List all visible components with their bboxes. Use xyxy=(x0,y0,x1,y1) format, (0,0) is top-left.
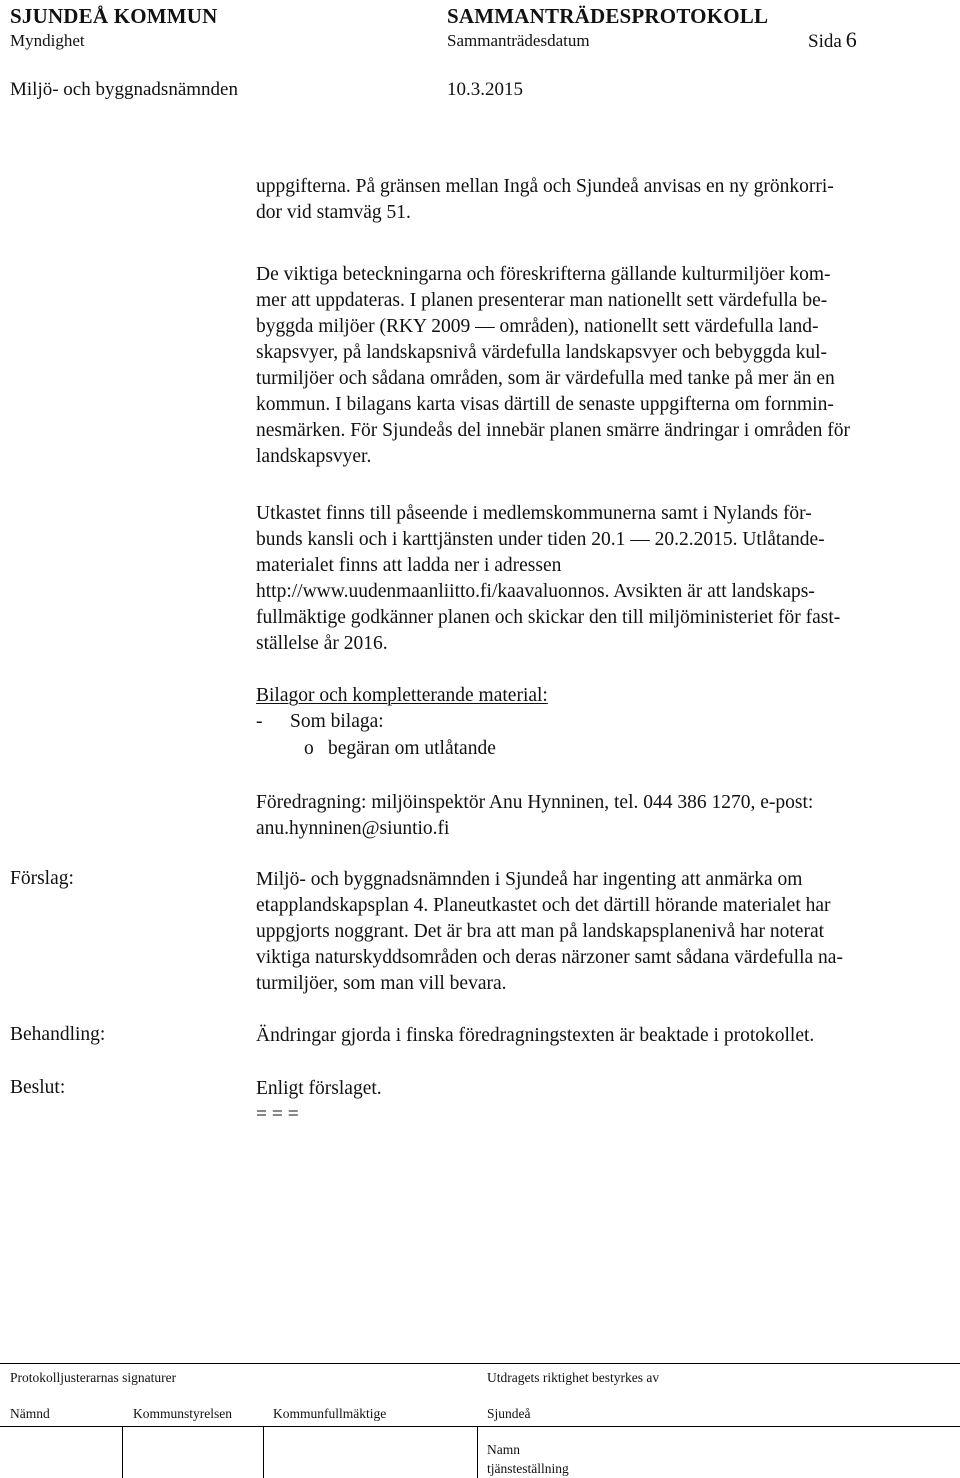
text-line: Miljö- och byggnadsnämnden i Sjundeå har ingenting att anmärka om xyxy=(256,869,803,890)
text-line: turmiljöer, som man vill bevara. xyxy=(256,973,507,994)
text-line: bunds kansli och i karttjänsten under tiden 20.1 — 20.2.2015. Utlåtande- xyxy=(256,529,825,550)
footer-mid-rule xyxy=(0,1426,960,1427)
footer-col-board: Nämnd xyxy=(10,1406,50,1421)
footer-divider xyxy=(263,1426,264,1478)
municipality-name: SJUNDEÅ KOMMUN xyxy=(10,4,218,28)
text-line: landskapsvyer. xyxy=(256,446,372,467)
text-line: uppgjorts noggrant. Det är bra att man på landskapsplanenivå har noterat xyxy=(256,921,825,942)
board-name: Miljö- och byggnadsnämnden xyxy=(10,79,238,100)
text-line: materialet finns att ladda ner i adressen xyxy=(256,555,562,576)
text-line: mer att uppdateras. I planen presenterar man nationellt sett värdefulla be- xyxy=(256,290,828,311)
attachment-item: Som bilaga: xyxy=(290,711,384,732)
attachments-heading: Bilagor och kompletterande material: xyxy=(256,685,548,706)
handling-text: Ändringar gjorda i finska föredragningstexten är beaktade i protokollet. xyxy=(256,1025,815,1046)
page-label: Sida xyxy=(808,31,842,52)
document-type: SAMMANTRÄDESPROTOKOLL xyxy=(447,4,769,28)
decision-label: Beslut: xyxy=(10,1077,66,1098)
footer-divider xyxy=(122,1426,123,1478)
attachment-bullet: o xyxy=(304,738,314,759)
text-line: http://www.uudenmaanliitto.fi/kaavaluonnos. Avsikten är att landskaps- xyxy=(256,581,815,602)
text-line: turmiljöer och sådana områden, som är värdefulla med tanke på mer än en xyxy=(256,368,835,389)
text-line: viktiga naturskyddsområden och deras närzoner samt sådana värdefulla na- xyxy=(256,947,843,968)
meeting-date-label: Sammanträdesdatum xyxy=(447,31,590,50)
footer-col-sjundea: Sjundeå xyxy=(487,1406,531,1421)
paragraph-draft-availability xyxy=(256,501,840,657)
attachment-dash: - xyxy=(256,711,263,732)
attachment-subitem: begäran om utlåtande xyxy=(328,738,496,759)
signatures-label: Protokolljusterarnas signaturer xyxy=(10,1370,177,1385)
page-indicator xyxy=(808,27,857,53)
proposal-text xyxy=(256,867,843,997)
paragraph-cultural-environments xyxy=(256,262,850,470)
footer-name-label: Namn xyxy=(487,1442,520,1457)
certified-label: Utdragets riktighet bestyrkes av xyxy=(487,1370,660,1385)
text-line: byggda miljöer (RKY 2009 — områden), nationellt sett värdefulla land- xyxy=(256,316,819,337)
page-number: 6 xyxy=(845,27,857,52)
text-line: Utkastet finns till påseende i medlemskommunerna samt i Nylands för- xyxy=(256,503,812,524)
end-mark: = = = xyxy=(256,1104,299,1125)
text-line: ställelse år 2016. xyxy=(256,633,388,654)
text-line: kommun. I bilagans karta visas därtill de senaste uppgifterna om fornmin- xyxy=(256,394,834,415)
handling-label: Behandling: xyxy=(10,1024,106,1045)
text-line: skapsvyer, på landskapsnivå värdefulla landskapsvyer och bebyggda kul- xyxy=(256,342,828,363)
footer-col-council: Kommunfullmäktige xyxy=(273,1406,387,1421)
authority-label: Myndighet xyxy=(10,31,85,50)
text-line: etapplandskapsplan 4. Planeutkastet och det därtill hörande materialet har xyxy=(256,895,831,916)
proposal-label: Förslag: xyxy=(10,868,74,889)
presenter-info xyxy=(256,790,813,842)
text-line: dor vid stamväg 51. xyxy=(256,202,411,223)
decision-text: Enligt förslaget. xyxy=(256,1078,382,1099)
meeting-date: 10.3.2015 xyxy=(447,79,523,100)
footer-title-label: tjänsteställning xyxy=(487,1461,569,1476)
text-line: Föredragning: miljöinspektör Anu Hynninen, tel. 044 386 1270, e-post: xyxy=(256,792,814,813)
footer-top-rule xyxy=(0,1363,960,1364)
footer-col-municipal-board: Kommunstyrelsen xyxy=(133,1406,232,1421)
text-line: nesmärken. För Sjundeås del innebär planen smärre ändringar i områden för xyxy=(256,420,851,441)
paragraph-green-corridor xyxy=(256,174,834,226)
footer-divider xyxy=(477,1426,478,1478)
text-line: fullmäktige godkänner planen och skickar den till miljöministeriet för fast- xyxy=(256,607,841,628)
text-line: De viktiga beteckningarna och föreskrifterna gällande kulturmiljöer kom- xyxy=(256,264,831,285)
text-line: uppgifterna. På gränsen mellan Ingå och Sjundeå anvisas en ny grönkorri- xyxy=(256,176,834,197)
text-line: anu.hynninen@siuntio.fi xyxy=(256,818,450,839)
